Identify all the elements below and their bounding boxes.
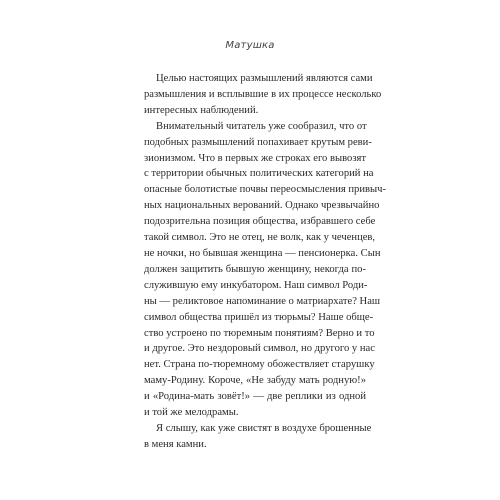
text-line: не ночки, но бывшая женщина — пенсионерка. Сын: [144, 247, 381, 259]
paragraph-2: [144, 119, 387, 421]
text-line: должен защитить бывшую женщину, некогда по-: [144, 263, 366, 275]
text-line: подобных размышлений попахивает крутым реви-: [144, 136, 372, 148]
text-line: маму-Родину. Короче, «Не забуду мать родную!»: [144, 375, 366, 387]
text-line: Внимательный читатель уже сообразил, что от: [156, 120, 367, 132]
text-line: и той же мелодрамы.: [144, 407, 239, 419]
paragraph-3: [144, 421, 372, 453]
text-line: и «Родина-мать зовёт!» — две реплики из одной: [144, 391, 366, 403]
text-line: Целью настоящих размышлений являются сами: [156, 73, 373, 84]
text-line: нет. Страна по-тюремному обожествляет старушку: [144, 359, 375, 371]
text-line: Я слышу, как уже свистят в воздухе брошенные: [156, 422, 372, 434]
text-line: символ общества пришёл из тюрьмы? Наше обще-: [144, 311, 374, 323]
text-line: служившую ему инкубатором. Наш символ Роди-: [144, 279, 368, 291]
paragraph-1: [144, 71, 382, 119]
text-line: и другое. Это нездоровый символ, но другого у нас: [144, 343, 375, 355]
text-line: с территории обычных политических категорий на: [144, 168, 374, 180]
text-line: ных национальных верований. Однако чрезвычайно: [144, 200, 380, 212]
text-line: ны — реликтовое напоминание о матриархате? Наш: [144, 295, 381, 307]
text-line: такой символ. Это не отец, не волк, как у чеченцев,: [144, 232, 376, 244]
text-line: интересных наблюдений.: [144, 104, 259, 116]
running-head: Матушка: [225, 40, 275, 51]
text-line: в меня камни.: [144, 438, 207, 450]
text-line: зионизмом. Что в первых же строках его вывозят: [144, 152, 367, 164]
text-line: ство устроено по тюремным понятиям? Верно и то: [144, 327, 375, 339]
body-text: [144, 71, 387, 453]
text-line: подозрительна позиция общества, избравшего себе: [144, 216, 376, 228]
text-line: опасные болотистые почвы переосмысления привыч-: [144, 184, 387, 196]
text-line: размышления и всплывшие в их процессе несколько: [144, 88, 382, 100]
